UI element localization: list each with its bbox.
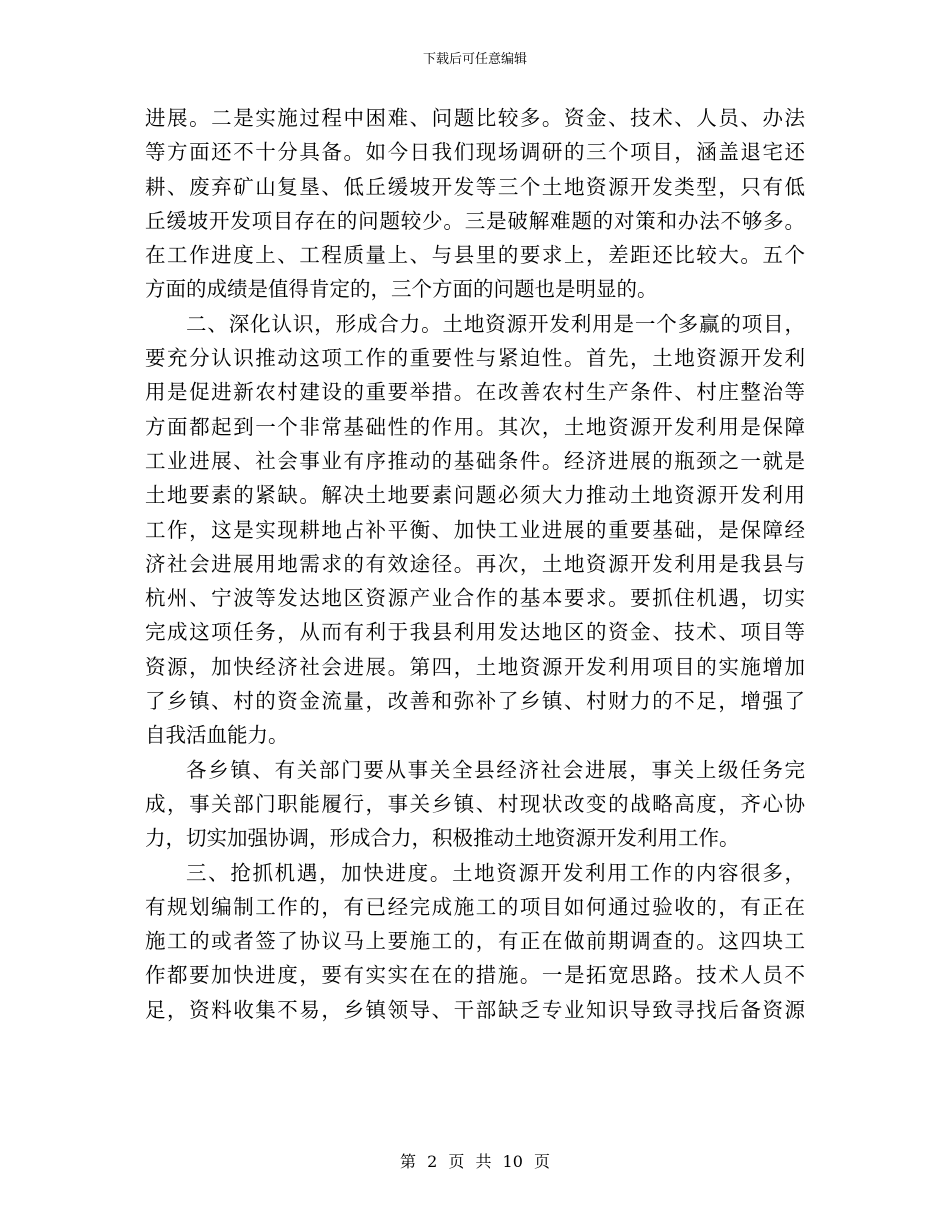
text-line: 工业进展、社会事业有序推动的基础条件。经济进展的瓶颈之一就是 bbox=[145, 448, 805, 473]
text-line: 土地要素的紧缺。解决土地要素问题必须大力推动土地资源开发利用 bbox=[145, 483, 805, 508]
text-line: 方面都起到一个非常基础性的作用。其次，土地资源开发利用是保障 bbox=[145, 414, 805, 439]
page-number: 第 2 页 共 10 页 bbox=[400, 1152, 550, 1171]
paragraph bbox=[145, 753, 805, 856]
text-line: 三、抢抓机遇，加快进度。土地资源开发利用工作的内容很多， bbox=[186, 860, 805, 885]
text-line: 二、深化认识，形成合力。土地资源开发利用是一个多赢的项目， bbox=[186, 311, 805, 336]
text-line: 用是促进新农村建设的重要举措。在改善农村生产条件、村庄整治等 bbox=[145, 380, 805, 405]
text-line: 进展。二是实施过程中困难、问题比较多。资金、技术、人员、办法 bbox=[145, 106, 805, 130]
text-line: 方面的成绩是值得肯定的，三个方面的问题也是明显的。 bbox=[145, 277, 658, 302]
text-line: 力，切实加强协调，形成合力，积极推动土地资源开发利用工作。 bbox=[145, 826, 740, 851]
text-line: 足，资料收集不易，乡镇领导、干部缺乏专业知识导致寻找后备资源 bbox=[145, 997, 805, 1022]
text-line: 济社会进展用地需求的有效途径。再次，土地资源开发利用是我县与 bbox=[145, 551, 805, 576]
text-line: 自我活血能力。 bbox=[145, 723, 289, 748]
text-line: 了乡镇、村的资金流量，改善和弥补了乡镇、村财力的不足，增强了 bbox=[145, 689, 805, 714]
page-header: 下载后可任意编辑 bbox=[422, 52, 527, 67]
document-body bbox=[145, 101, 805, 1027]
text-line: 成，事关部门职能履行，事关乡镇、村现状改变的战略高度，齐心协 bbox=[145, 791, 805, 816]
text-line: 各乡镇、有关部门要从事关全县经济社会进展，事关上级任务完 bbox=[186, 757, 805, 782]
text-line: 耕、废弃矿山复垦、低丘缓坡开发等三个土地资源开发类型，只有低 bbox=[145, 174, 805, 199]
text-line: 丘缓坡开发项目存在的问题较少。三是破解难题的对策和办法不够多。 bbox=[145, 208, 805, 233]
text-line: 完成这项任务，从而有利于我县利用发达地区的资金、技术、项目等 bbox=[145, 620, 805, 645]
text-line: 资源，加快经济社会进展。第四，土地资源开发利用项目的实施增加 bbox=[145, 654, 805, 679]
text-line: 工作，这是实现耕地占补平衡、加快工业进展的重要基础，是保障经 bbox=[145, 517, 805, 542]
paragraph bbox=[145, 307, 805, 753]
text-line: 等方面还不十分具备。如今日我们现场调研的三个项目，涵盖退宅还 bbox=[145, 140, 805, 165]
text-line: 杭州、宁波等发达地区资源产业合作的基本要求。要抓住机遇，切实 bbox=[145, 586, 805, 611]
text-line: 施工的或者签了协议马上要施工的，有正在做前期调查的。这四块工 bbox=[145, 929, 805, 954]
text-line: 有规划编制工作的，有已经完成施工的项目如何通过验收的，有正在 bbox=[145, 894, 805, 919]
text-line: 要充分认识推动这项工作的重要性与紧迫性。首先，土地资源开发利 bbox=[145, 346, 805, 371]
text-line: 作都要加快进度，要有实实在在的措施。一是拓宽思路。技术人员不 bbox=[145, 963, 805, 988]
text-line: 在工作进度上、工程质量上、与县里的要求上，差距还比较大。五个 bbox=[145, 243, 805, 268]
paragraph bbox=[145, 101, 805, 307]
paragraph bbox=[145, 856, 805, 1027]
